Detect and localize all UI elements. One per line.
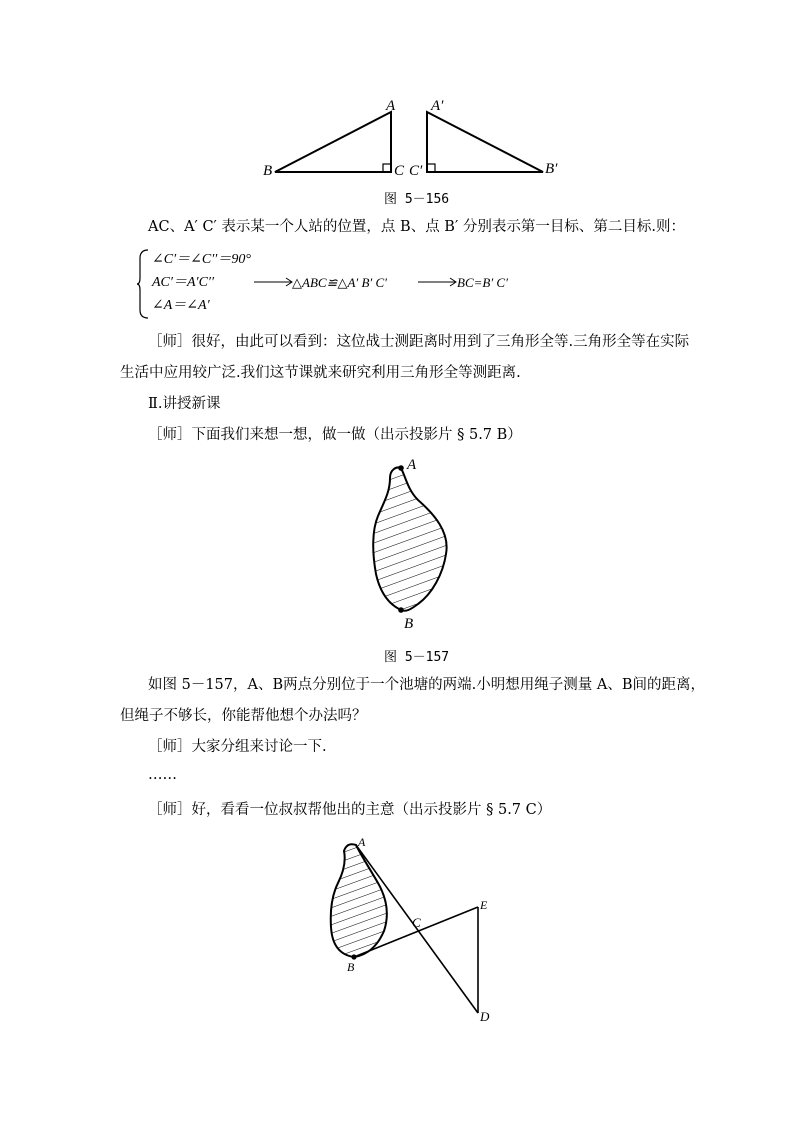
system-line-2: AC′＝A′C′′ — [152, 275, 215, 290]
teacher-paragraph-1-line-2: 生活中应用较广泛.我们这节课就来研究利用三角形全等测距离. — [120, 365, 521, 381]
label-C: C — [394, 163, 405, 179]
point-A — [398, 465, 404, 471]
teacher-paragraph-2: ［师］下面我们来想一想，做一做（出示投影片 § 5.7 B） — [148, 427, 522, 443]
figure-5-157-caption: 图 5－157 — [384, 650, 450, 665]
arrow-1 — [254, 276, 294, 288]
label-A: A — [407, 457, 417, 473]
figure-construction — [320, 835, 500, 1025]
point-B — [398, 607, 404, 613]
problem-paragraph-line-2: 但绳子不够长，你能帮他想个办法吗？ — [120, 708, 367, 724]
arrow-2 — [418, 276, 458, 288]
figure-5-156-caption: 图 5－156 — [384, 192, 450, 207]
teacher-paragraph-3: ［师］大家分组来讨论一下. — [148, 739, 327, 755]
system-line-3: ∠A＝∠A′ — [152, 298, 210, 313]
result-equal-sides: BC=B′ C′ — [457, 275, 508, 290]
pond-shape — [373, 467, 446, 610]
label-B: B — [263, 163, 273, 179]
label-E: E — [480, 898, 488, 912]
point-B — [351, 954, 356, 959]
triangle-a2b2c2 — [427, 112, 543, 172]
label-B-prime: B′ — [545, 161, 558, 177]
figure-5-156 — [255, 95, 575, 185]
result-congruent: △ABC≌△A′ B′ C′ — [292, 275, 388, 290]
teacher-paragraph-1-line-1: ［师］很好，由此可以看到：这位战士测距离时用到了三角形全等.三角形全等在实际 — [148, 334, 690, 350]
ellipsis: …… — [148, 767, 177, 783]
label-C: C — [412, 915, 421, 930]
figure-5-157 — [360, 452, 460, 632]
problem-paragraph-line-1: 如图 5－157，A、B两点分别位于一个池塘的两端.小明想用绳子测量 A、B间的距离， — [148, 677, 705, 693]
label-C-prime: C′ — [409, 163, 423, 179]
triangle-abc — [275, 112, 391, 172]
paragraph-positions: AC、A′ C′ 表示某一个人站的位置，点 B、点 B′ 分别表示第一目标、第二目标.则： — [148, 219, 685, 235]
teacher-paragraph-4: ［师］好，看看一位叔叔帮他出的主意（出示投影片 § 5.7 C） — [148, 802, 552, 818]
label-D: D — [480, 1009, 490, 1024]
label-A-prime: A′ — [431, 98, 444, 114]
pond-shape — [331, 844, 387, 957]
label-A: A — [358, 835, 366, 849]
system-brace — [136, 248, 152, 320]
section-heading: Ⅱ.讲授新课 — [148, 396, 221, 412]
label-B: B — [347, 960, 355, 974]
system-line-1: ∠C′＝∠C′′＝90° — [152, 252, 251, 267]
label-B: B — [404, 616, 414, 632]
label-A: A — [386, 98, 396, 114]
